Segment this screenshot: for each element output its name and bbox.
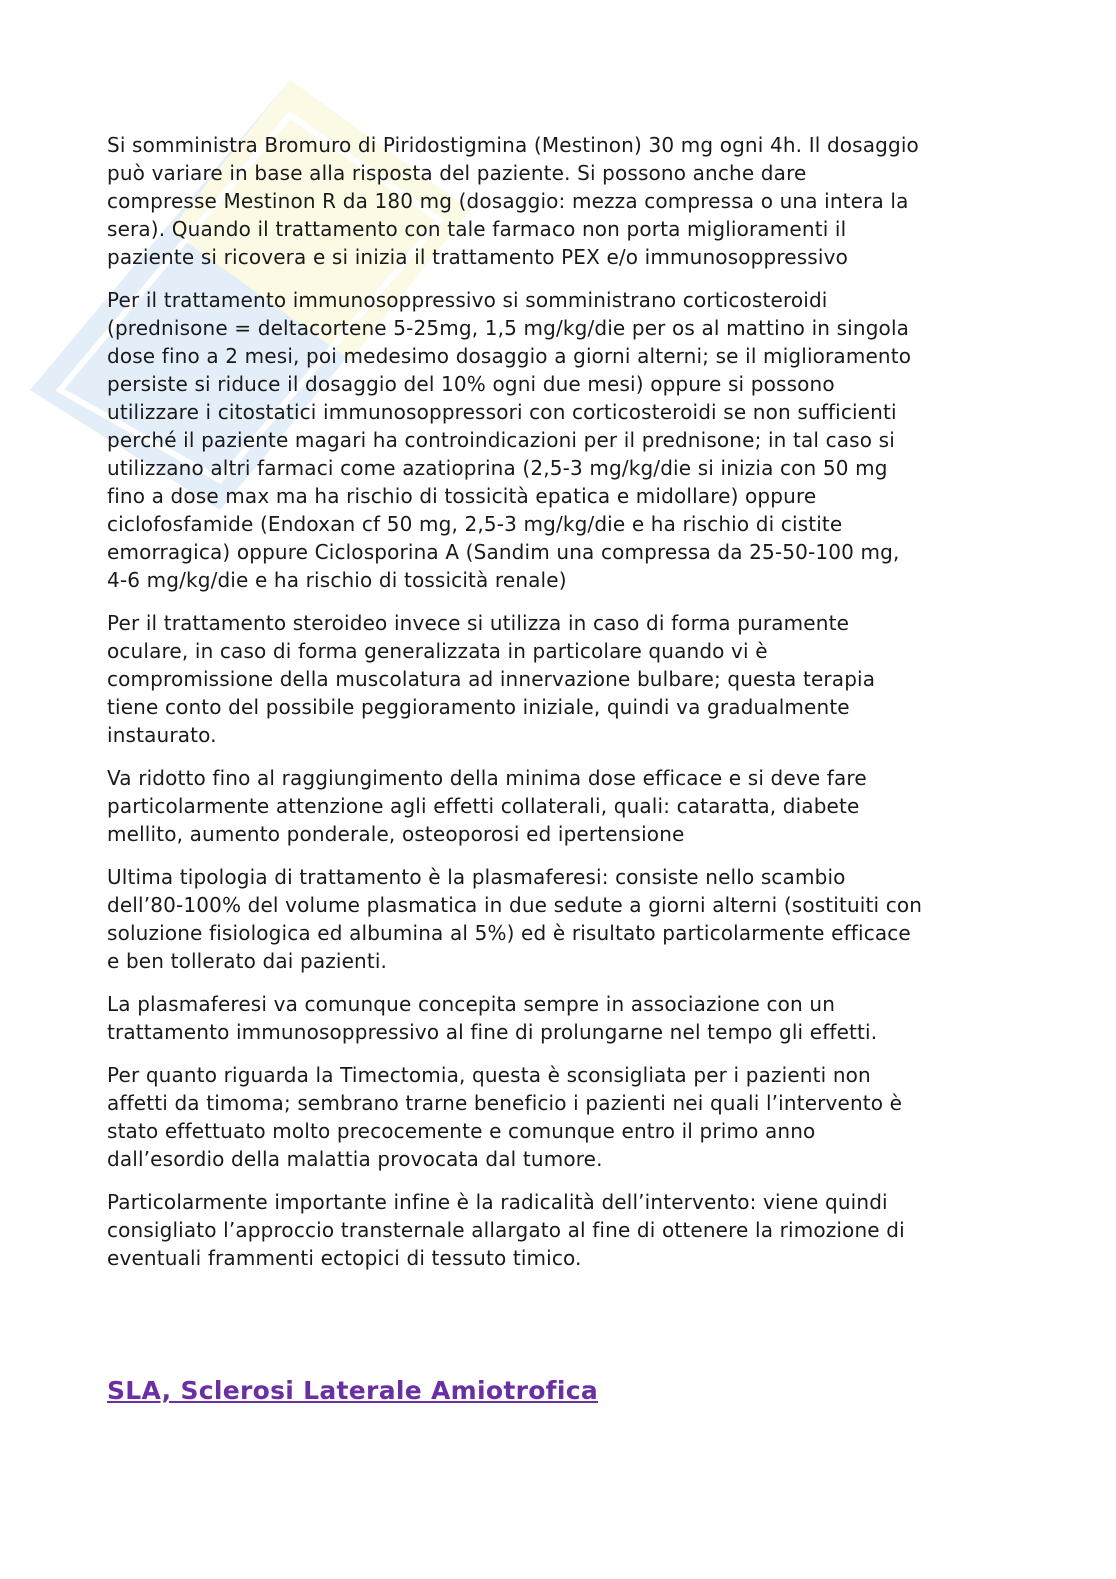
paragraph [107,1061,1027,1173]
text-line: La plasmaferesi va comunque concepita sempre in associazione con un [107,992,836,1016]
text-line: utilizzare i citostatici immunosoppressori con corticosteroidi se non sufficienti [107,400,897,424]
paragraph [107,764,1027,848]
text-line: ciclofosfamide (Endoxan cf 50 mg, 2,5-3 mg/kg/die e ha rischio di cistite [107,512,843,536]
text-line: trattamento immunosoppressivo al fine di prolungarne nel tempo gli effetti. [107,1020,878,1044]
text-line: Per il trattamento steroideo invece si utilizza in caso di forma puramente [107,611,850,635]
paragraph [107,863,1027,975]
text-line: eventuali frammenti ectopici di tessuto timico. [107,1246,582,1270]
text-line: (prednisone = deltacortene 5-25mg, 1,5 mg/kg/die per os al mattino in singola [107,316,910,340]
text-line: Ultima tipologia di trattamento è la plasmaferesi: consiste nello scambio [107,865,846,889]
paragraph [107,286,1027,594]
text-line: può variare in base alla risposta del paziente. Si possono anche dare [107,161,807,185]
text-line: Per il trattamento immunosoppressivo si somministrano corticosteroidi [107,288,828,312]
text-line: utilizzano altri farmaci come azatioprina (2,5-3 mg/kg/die si inizia con 50 mg [107,456,888,480]
text-line: stato effettuato molto precocemente e comunque entro il primo anno [107,1119,816,1143]
text-line: Si somministra Bromuro di Piridostigmina (Mestinon) 30 mg ogni 4h. Il dosaggio [107,133,919,157]
text-line: emorragica) oppure Ciclosporina A (Sandim una compressa da 25-50-100 mg, [107,540,900,564]
paragraph [107,609,1027,749]
text-line: instaurato. [107,723,217,747]
text-line: soluzione fisiologica ed albumina al 5%) ed è risultato particolarmente efficace [107,921,911,945]
text-line: dell’80-100% del volume plasmatica in due sedute a giorni alterni (sostituiti con [107,893,923,917]
text-line: paziente si ricovera e si inizia il trattamento PEX e/o immunosoppressivo [107,245,848,269]
text-line: mellito, aumento ponderale, osteoporosi ed ipertensione [107,822,685,846]
text-line: oculare, in caso di forma generalizzata in particolare quando vi è [107,639,768,663]
text-line: consigliato l’approccio transternale allargato al fine di ottenere la rimozione di [107,1218,905,1242]
text-line: persiste si riduce il dosaggio del 10% ogni due mesi) oppure si possono [107,372,835,396]
text-line: sera). Quando il trattamento con tale farmaco non porta miglioramenti il [107,217,847,241]
text-line: affetti da timoma; sembrano trarne beneficio i pazienti nei quali l’intervento è [107,1091,903,1115]
text-line: dose fino a 2 mesi, poi medesimo dosaggio a giorni alterni; se il miglioramento [107,344,912,368]
text-line: Va ridotto fino al raggiungimento della minima dose efficace e si deve fare [107,766,867,790]
text-line: e ben tollerato dai pazienti. [107,949,388,973]
text-line: compromissione della muscolatura ad innervazione bulbare; questa terapia [107,667,876,691]
text-line: compresse Mestinon R da 180 mg (dosaggio: mezza compressa o una intera la [107,189,909,213]
text-line: perché il paziente magari ha controindicazioni per il prednisone; in tal caso si [107,428,895,452]
text-line: 4-6 mg/kg/die e ha rischio di tossicità renale) [107,568,567,592]
text-line: fino a dose max ma ha rischio di tossicità epatica e midollare) oppure [107,484,817,508]
text-line: tiene conto del possibile peggioramento iniziale, quindi va gradualmente [107,695,850,719]
document-body [107,131,1027,1287]
text-line: Per quanto riguarda la Timectomia, questa è sconsigliata per i pazienti non [107,1063,871,1087]
section-heading-sla[interactable]: SLA, Sclerosi Laterale Amiotrofica [107,1376,599,1405]
paragraph [107,1188,1027,1272]
text-line: dall’esordio della malattia provocata dal tumore. [107,1147,603,1171]
text-line: particolarmente attenzione agli effetti collaterali, quali: cataratta, diabete [107,794,860,818]
paragraph [107,990,1027,1046]
text-line: Particolarmente importante infine è la radicalità dell’intervento: viene quindi [107,1190,888,1214]
paragraph [107,131,1027,271]
